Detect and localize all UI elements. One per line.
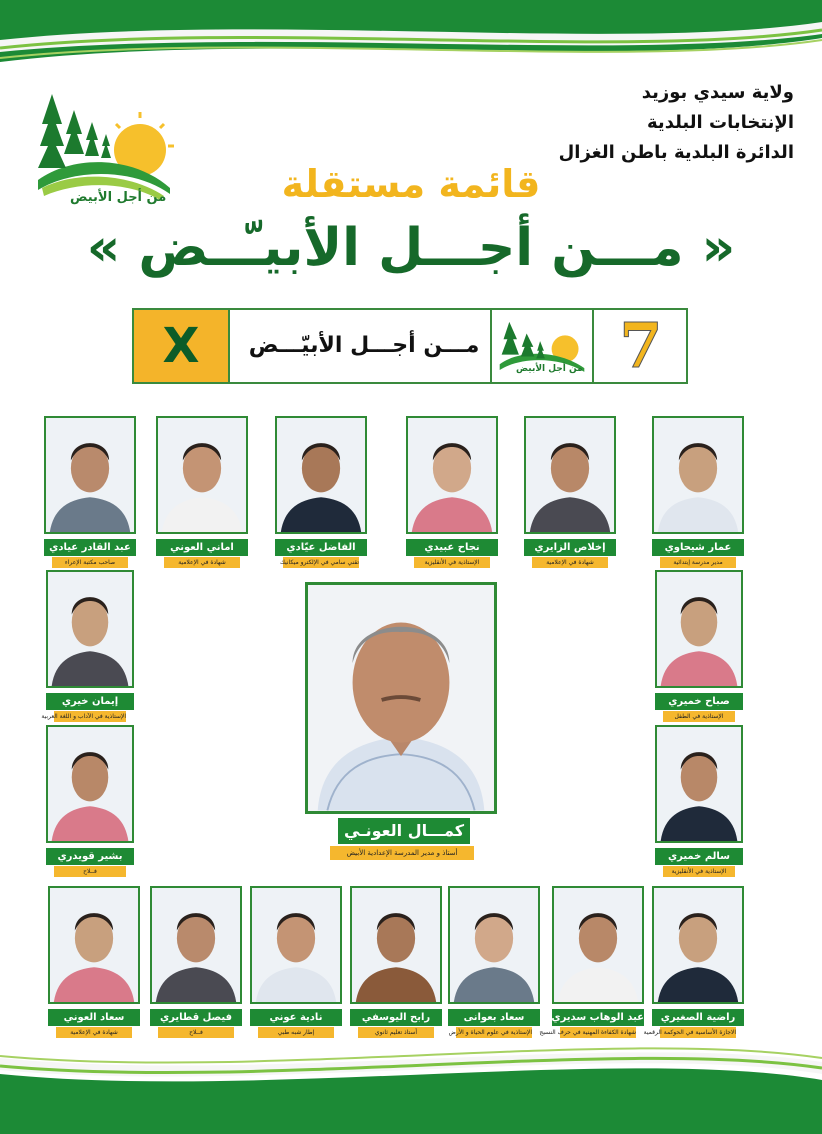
candidate-card — [539, 886, 644, 1038]
portrait-icon — [450, 888, 538, 1002]
candidate-role: شهادة في الإعلامية — [164, 557, 240, 568]
candidate-name: سعاد بعوانى — [448, 1009, 540, 1026]
candidate-photo — [524, 416, 616, 534]
candidate-card — [44, 416, 136, 568]
ballot-logo-caption: من أجل الأبيض — [516, 364, 583, 374]
candidate-photo — [655, 725, 743, 843]
list-name-title: « مـــن أجـــل الأبيـّــض » — [86, 218, 736, 278]
candidate-role: الإستاذية في علوم الحياة و الأرض — [448, 1029, 532, 1036]
candidate-name: عمار شيحاوي — [652, 539, 744, 556]
portrait-icon — [352, 888, 440, 1002]
candidate-role: الإستاذية في الأنقليزية — [663, 866, 735, 877]
candidate-name: نادية عوني — [250, 1009, 342, 1026]
candidate-role: الاجازة الأساسية في الحوكمة الرقمية — [643, 1029, 736, 1036]
ballot-vote-mark: X — [134, 310, 230, 382]
candidate-photo — [250, 886, 342, 1004]
candidate-name: سعاد العوني — [48, 1009, 140, 1026]
candidate-card — [156, 416, 248, 568]
ballot-list-name: مـــن أجـــل الأبيّـــض — [248, 333, 480, 358]
candidate-card — [655, 570, 743, 722]
portrait-icon — [152, 888, 240, 1002]
top-decorative-band — [0, 0, 822, 78]
candidate-role: الإستاذية في الآداب و اللغة العربية — [41, 713, 126, 720]
election-header — [559, 78, 794, 168]
candidate-role: شهادة في الإعلامية — [532, 557, 608, 568]
constituency-line: الدائرة البلدية باطن الغزال — [558, 142, 794, 163]
candidate-name: نجاح عبيدي — [406, 539, 498, 556]
portrait-icon — [408, 418, 496, 532]
portrait-icon — [657, 727, 741, 841]
candidate-photo — [406, 416, 498, 534]
candidate-name: صباح خميري — [655, 693, 743, 710]
candidate-name: فيصل قطايري — [150, 1009, 242, 1026]
candidate-card — [406, 416, 498, 568]
candidate-role: الإستاذية في الأنقليزية — [414, 557, 490, 568]
candidate-name: بشير قويدري — [46, 848, 134, 865]
portrait-icon — [48, 727, 132, 841]
portrait-icon — [158, 418, 246, 532]
lead-candidate-name: كمـــال العونـي — [338, 818, 470, 844]
candidate-name: سالم خميري — [655, 848, 743, 865]
candidate-card — [643, 886, 744, 1038]
candidate-role: شهادة الكفاءة المهنية في حرف النسيج — [539, 1029, 636, 1036]
portrait-icon — [657, 572, 741, 686]
candidate-photo — [46, 570, 134, 688]
portrait-icon — [46, 418, 134, 532]
candidate-photo — [350, 886, 442, 1004]
candidate-photo — [48, 886, 140, 1004]
candidate-card — [350, 886, 442, 1038]
candidate-role: شهادة في الإعلامية — [56, 1027, 132, 1038]
portrait-icon — [526, 418, 614, 532]
candidate-role: إطار شبه طبي — [258, 1027, 334, 1038]
candidate-card — [655, 725, 743, 877]
portrait-icon — [50, 888, 138, 1002]
candidate-photo — [275, 416, 367, 534]
candidate-photo — [150, 886, 242, 1004]
logo-caption: من أجل الأبيض — [70, 190, 167, 205]
portrait-icon — [654, 888, 742, 1002]
candidate-card — [652, 416, 744, 568]
candidate-name: عبد الوهاب سديري — [552, 1009, 644, 1026]
candidate-card — [48, 886, 140, 1038]
candidate-photo — [44, 416, 136, 534]
candidate-name: إيمان خيري — [46, 693, 134, 710]
candidate-name: عبد القادر عيادي — [44, 539, 136, 556]
candidate-name: رابح اليوسفي — [350, 1009, 442, 1026]
candidate-photo — [655, 570, 743, 688]
candidate-name: اماني العوني — [156, 539, 248, 556]
candidate-role: تقني سامي في الإلكترو ميكانيك — [279, 559, 359, 566]
candidate-role: أستاذ تعليم ثانوي — [358, 1027, 434, 1038]
list-type-title: قائمة مستقلة — [281, 162, 541, 206]
lead-portrait-icon — [308, 585, 494, 811]
candidate-photo — [652, 416, 744, 534]
candidate-name: الفاضل عيّادي — [275, 539, 367, 556]
candidate-photo — [552, 886, 644, 1004]
candidate-card — [41, 570, 134, 722]
candidate-card — [250, 886, 342, 1038]
portrait-icon — [252, 888, 340, 1002]
candidate-role: فــلاح — [158, 1027, 234, 1038]
portrait-icon — [654, 418, 742, 532]
portrait-icon — [277, 418, 365, 532]
candidate-role: فــلاح — [54, 866, 126, 877]
candidate-photo — [652, 886, 744, 1004]
candidate-role: مدير مدرسة إبتدائية — [660, 557, 736, 568]
lead-candidate-role: أستاذ و مدير المدرسة الإعدادية الأبيض — [330, 846, 474, 860]
governorate-line: ولاية سيدي بوزيد — [641, 82, 794, 103]
candidate-photo — [156, 416, 248, 534]
candidate-card — [150, 886, 242, 1038]
candidate-card — [46, 725, 134, 877]
candidate-card — [448, 886, 540, 1038]
election-line: الإنتخابات البلدية — [647, 112, 794, 133]
lead-candidate-photo — [305, 582, 497, 814]
candidate-card — [524, 416, 616, 568]
portrait-icon — [554, 888, 642, 1002]
bottom-decorative-band — [0, 1050, 822, 1134]
candidate-role: صاحب مكتبة الإعراء — [52, 557, 128, 568]
candidate-photo — [46, 725, 134, 843]
candidate-card — [275, 416, 367, 568]
ballot-logo — [490, 310, 594, 382]
candidate-role: الإستاذية في الطفل — [663, 711, 735, 722]
ballot-sample — [132, 308, 688, 384]
candidate-photo — [448, 886, 540, 1004]
candidate-name: راضية الصغيري — [652, 1009, 744, 1026]
ballot-list-number: 7 — [619, 309, 663, 382]
portrait-icon — [48, 572, 132, 686]
candidate-name: إخلاص الزايري — [524, 539, 616, 556]
